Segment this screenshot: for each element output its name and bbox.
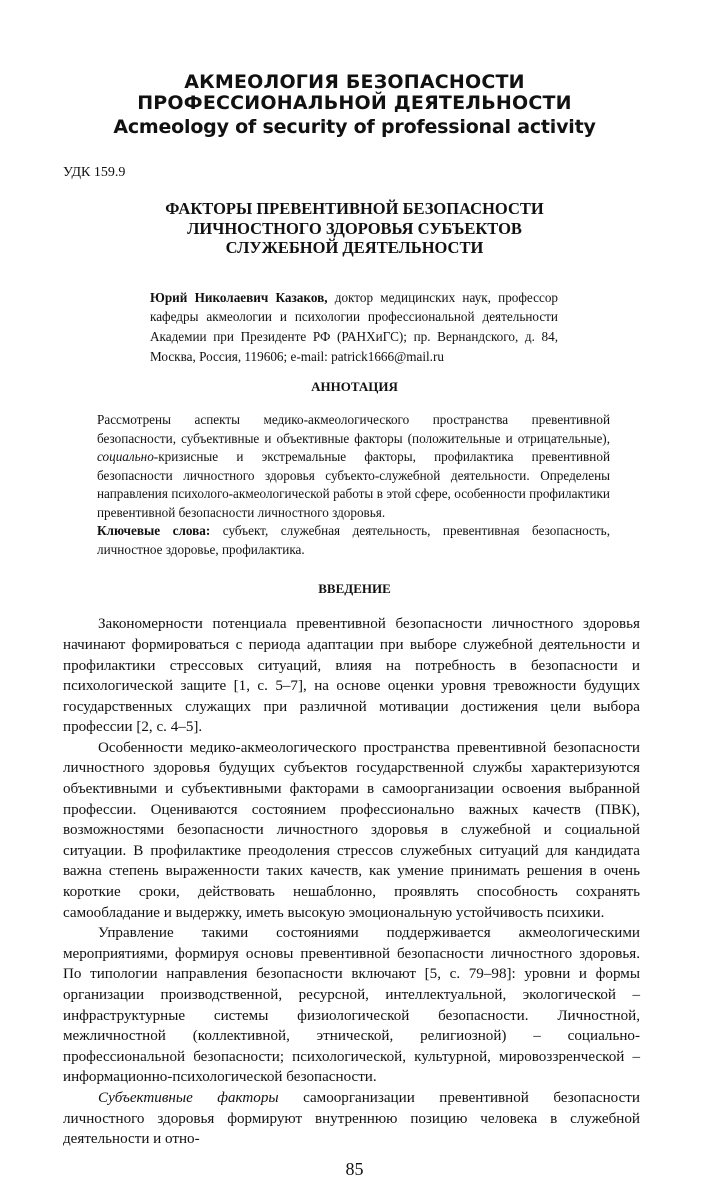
paragraph-rest: самоорганизации превентивной безопасности личностного здоровья формируют внутреннюю позицию человека в служебной деятельности и отно- — [63, 1089, 640, 1148]
journal-section-header — [0, 72, 709, 139]
article-title — [0, 199, 709, 258]
abstract — [97, 411, 610, 559]
introduction-body — [63, 614, 640, 1149]
author-name: Юрий Николаевич Казаков, — [150, 289, 328, 305]
article-title-line1: ФАКТОРЫ ПРЕВЕНТИВНОЙ БЕЗОПАСНОСТИ — [165, 199, 544, 218]
abstract-text — [97, 411, 610, 522]
keywords-label: Ключевые слова: — [97, 523, 211, 539]
paragraph: Особенности медико-акмеологического пространства превентивной безопасности личностного здоровья будущих субъектов государственной службы характеризуются объективными и субъективными факторами в самоорганизации освоения выбранной профессии. Оцениваются состоянием профессионально важных качеств (ПВК), возможностями безопасности личностного здоровья в служебной и социальной ситуации. В профилактике преодоления стрессов служебных ситуаций для кандидата важна степень выраженности таких качеств, как умение принимать решения в очень короткие сроки, действовать нешаблонно, проявлять способность сохранять самообладание и выдержку, иметь высокую эмоциональную устойчивость психики. — [63, 739, 640, 921]
abstract-heading: АННОТАЦИЯ — [311, 379, 398, 395]
keywords-list: субъект, служебная деятельность, превентивная безопасность, личностное здоровье, профилактика. — [97, 523, 610, 557]
paragraph: Закономерности потенциала превентивной безопасности личностного здоровья начинают формироваться с периода адаптации при выборе служебной деятельности и профилактики стрессовых ситуаций, влияя на потребность в безопасности и психологической защите [1, с. 5–7], на основе оценки уровня тревожности будущих государственных служащих при различной мотивации достижения цели выбора профессии [2, с. 4–5]. — [63, 616, 640, 736]
author-affiliation: доктор медицинских наук, профессор кафедры акмеологии и психологии профессиональной деятельности Академии при Президенте РФ (РАНХиГС); пр. Вернандского, д. 84, Москва, Россия, 119606; e-mail: patrick1666@mail.ru — [150, 289, 559, 364]
journal-section-title-ru-line2: ПРОФЕССИОНАЛЬНОЙ ДЕЯТЕЛЬНОСТИ — [137, 92, 572, 114]
paragraph — [63, 1088, 640, 1150]
journal-section-title-ru-line1: АКМЕОЛОГИЯ БЕЗОПАСНОСТИ — [184, 71, 525, 93]
author-info — [150, 288, 558, 367]
keywords — [97, 522, 610, 559]
udk-code: УДК 159.9 — [63, 165, 126, 180]
italic-term: Субъективные факторы — [98, 1089, 279, 1106]
abstract-text-part2: -кризисные и экстремальные факторы, профилактика превентивной безопасности личностного здоровья субъекто-служебной деятельности. Определены направления психолого-акмеологической работы в этой сфере, особенности профилактики превентивной безопасности личностного здоровья. — [97, 449, 610, 520]
journal-section-title-en: Acmeology of security of professional activity — [113, 116, 596, 138]
article-title-line3: СЛУЖЕБНОЙ ДЕЯТЕЛЬНОСТИ — [225, 238, 484, 257]
paragraph: Управление такими состояниями поддерживается акмеологическими мероприятиями, формируя основы превентивной безопасности личностного здоровья. По типологии направления безопасности включают [5, с. 79–98]: уровни и формы организации производственной, ресурсной, интеллектуальной, экологической – инфраструктурные системы физиологической безопасности. Личностной, межличностной (коллективной, этнической, религиозной) – социально-профессиональной безопасности; психологической, культурной, мировоззренческой – информационно-психологической безопасности. — [63, 925, 640, 1086]
abstract-italic-word: социально — [97, 449, 154, 465]
abstract-text-part1: Рассмотрены аспекты медико-акмеологического пространства превентивной безопасности, субъективные и объективные факторы (положительные и отрицательные), — [97, 412, 610, 446]
page-number: 85 — [345, 1158, 364, 1179]
article-title-line2: ЛИЧНОСТНОГО ЗДОРОВЬЯ СУБЪЕКТОВ — [187, 218, 522, 238]
introduction-heading: ВВЕДЕНИЕ — [318, 581, 391, 597]
